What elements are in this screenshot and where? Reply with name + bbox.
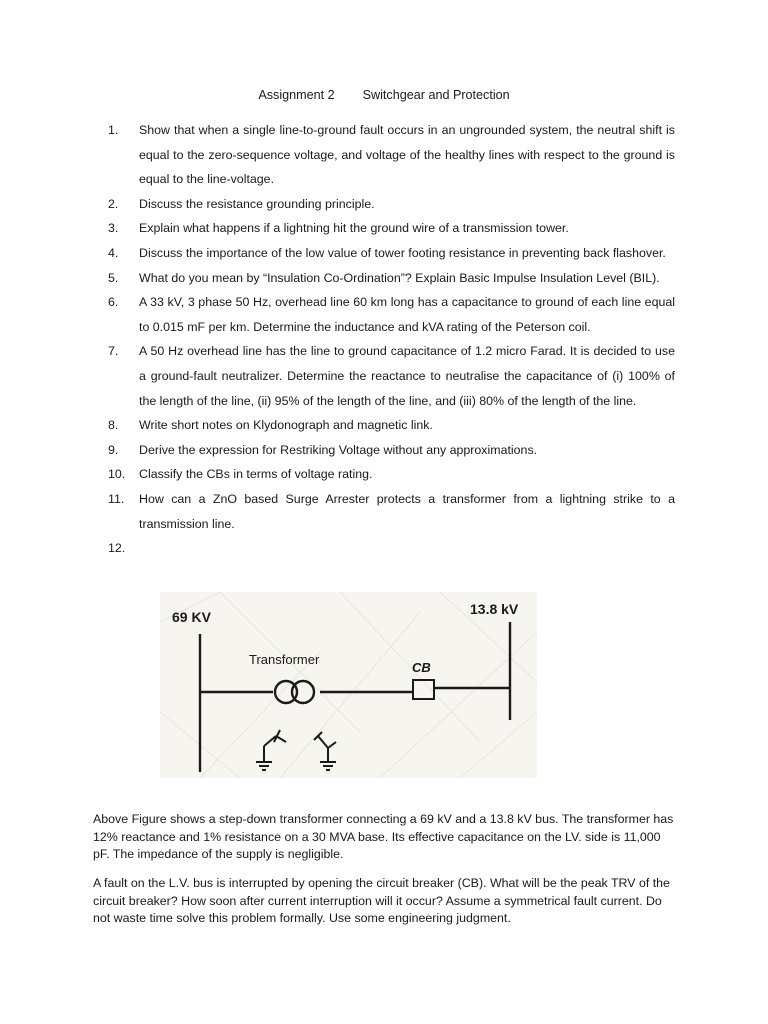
question-text: Explain what happens if a lightning hit the ground wire of a transmission tower.	[139, 221, 569, 236]
question-text: Show that when a single line-to-ground fault occurs in an ungrounded system, the neutral shift is equal to the zero-sequence voltage, and voltage of the healthy lines with respect to the ground is equal to the line-voltage.	[139, 123, 675, 187]
question-number: 1.	[108, 123, 119, 137]
question-number: 9.	[108, 442, 119, 457]
question-text: What do you mean by “Insulation Co-Ordination”? Explain Basic Impulse Insulation Level (BIL).	[139, 270, 660, 285]
cb-label: CB	[412, 660, 431, 675]
question-text: How can a ZnO based Surge Arrester protects a transformer from a lightning strike to a transmission line.	[139, 491, 675, 531]
question-number: 4.	[108, 245, 119, 260]
question-text: Write short notes on Klydonograph and magnetic link.	[139, 418, 433, 433]
problem-statement-paragraph: A fault on the L.V. bus is interrupted by opening the circuit breaker (CB). What will be the peak TRV of the circuit breaker? How soon after current interruption will it occur? Assume a symmetrical fault current. Do not waste time solve this problem formally. Use some engineering judgment.	[93, 876, 670, 926]
question-number: 8.	[108, 418, 119, 433]
secondary-ground-symbol	[314, 732, 336, 770]
diagram-background-pattern	[160, 592, 537, 778]
question-number: 12.	[108, 541, 126, 556]
primary-ground-symbol	[256, 730, 286, 770]
question-item	[108, 290, 675, 339]
assignment-number: Assignment 2	[258, 88, 335, 102]
lv-bus-label: 13.8 kV	[470, 601, 519, 617]
page-title	[0, 88, 768, 102]
question-text: A 33 kV, 3 phase 50 Hz, overhead line 60 km long has a capacitance to ground of each line equal to 0.015 mF per km. Determine the inductance and kVA rating of the Peterson coil.	[139, 295, 675, 334]
question-item	[108, 438, 675, 463]
question-number: 6.	[108, 295, 119, 310]
question-number: 2.	[108, 196, 119, 211]
question-item	[108, 216, 675, 241]
course-subject: Switchgear and Protection	[362, 88, 510, 102]
question-number: 3.	[108, 221, 119, 236]
question-text: Discuss the resistance grounding principle.	[139, 196, 375, 211]
question-item	[108, 118, 675, 192]
question-number: 10.	[108, 467, 126, 482]
single-line-diagram	[160, 592, 537, 778]
circuit-figure	[160, 592, 537, 778]
transformer-secondary-winding	[292, 681, 314, 703]
question-text: Derive the expression for Restriking Voltage without any approximations.	[139, 442, 538, 457]
question-item	[108, 241, 675, 266]
question-text: A 50 Hz overhead line has the line to ground capacitance of 1.2 micro Farad. It is decided to use a ground-fault neutralizer. Determine the reactance to neutralise the capacitance of (i) 100% of the length of the line, (ii) 95% of the length of the line, and (iii) 80% of the length of the line.	[139, 344, 675, 408]
question-item	[108, 266, 675, 291]
transformer-label: Transformer	[249, 652, 320, 667]
question-item	[108, 339, 675, 413]
question-number: 7.	[108, 344, 119, 359]
question-list	[108, 118, 675, 556]
question-item	[108, 192, 675, 217]
question-text: Discuss the importance of the low value of tower footing resistance in preventing back flashover.	[139, 245, 666, 260]
question-number: 11.	[108, 491, 125, 506]
question-item	[108, 413, 675, 438]
question-item	[108, 462, 675, 487]
question-text: Classify the CBs in terms of voltage rating.	[139, 467, 373, 482]
question-item	[108, 487, 675, 536]
figure-description-paragraph: Above Figure shows a step-down transformer connecting a 69 kV and a 13.8 kV bus. The transformer has 12% reactance and 1% resistance on a 30 MVA base. Its effective capacitance on the LV. side is 11,000 pF. The impedance of the supply is negligible.	[93, 812, 674, 862]
hv-bus-label: 69 KV	[172, 609, 211, 625]
question-number: 5.	[108, 270, 119, 285]
